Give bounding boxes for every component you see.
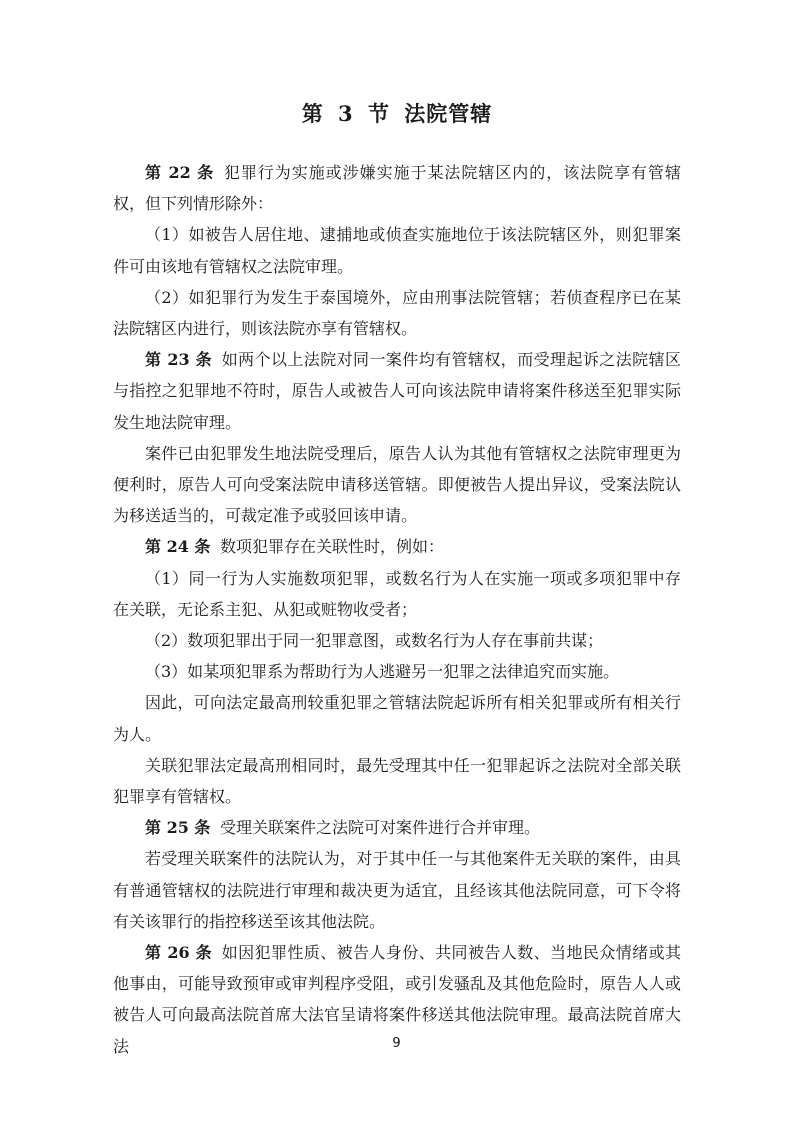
paragraph	[113, 843, 681, 937]
article-label: 第 26 条	[145, 943, 213, 963]
paragraph	[113, 656, 681, 687]
paragraph	[113, 563, 681, 625]
paragraph-text: （2）如犯罪行为发生于泰国境外，应由刑事法院管辖；若侦查程序已在某法院辖区内进行，则该法院亦享有管辖权。	[113, 287, 681, 339]
paragraph-text: 案件已由犯罪发生地法院受理后，原告人认为其他有管辖权之法院审理更为便利时，原告人可向受案法院申请移送管辖。即便被告人提出异议，受案法院认为移送适当的，可裁定准予或驳回该申请。	[113, 443, 681, 526]
paragraph	[113, 157, 681, 219]
paragraph	[113, 625, 681, 656]
paragraph-text: 如因犯罪性质、被告人身份、共同被告人数、当地民众情绪或其他事由，可能导致预审或审判程序受阻，或引发骚乱及其他危险时，原告人人或被告人可向最高法院首席大法官呈请将案件移送其他法院审理。最高法院首席大法	[113, 943, 681, 1056]
paragraph-text: 受理关联案件之法院可对案件进行合并审理。	[220, 818, 541, 838]
article-label: 第 23 条	[145, 350, 213, 370]
paragraph-text: 数项犯罪存在关联性时，例如：	[220, 537, 445, 557]
paragraph-text: （2）数项犯罪出于同一犯罪意图，或数名行为人存在事前共谋；	[145, 631, 604, 651]
paragraph-text: 关联犯罪法定最高刑相同时，最先受理其中任一犯罪起诉之法院对全部关联犯罪享有管辖权。	[113, 755, 681, 807]
paragraph-text: （1）如被告人居住地、逮捕地或侦查实施地位于该法院辖区外，则犯罪案件可由该地有管辖权之法院审理。	[113, 225, 681, 276]
paragraph	[113, 531, 681, 562]
paragraph	[113, 438, 681, 532]
paragraph-text: 因此，可向法定最高刑较重犯罪之管辖法院起诉所有相关犯罪或所有相关行为人。	[113, 693, 681, 744]
paragraph	[113, 282, 681, 344]
paragraph	[113, 219, 681, 281]
paragraph-text: 如两个以上法院对同一案件均有管辖权，而受理起诉之法院辖区与指控之犯罪地不符时，原告人或被告人可向该法院申请将案件移送至犯罪实际发生地法院审理。	[113, 350, 681, 432]
section-title: 第 3 节 法院管辖	[301, 101, 493, 126]
paragraph	[113, 812, 681, 843]
article-label: 第 24 条	[145, 537, 211, 557]
page-number: 9	[392, 1036, 401, 1051]
paragraph	[113, 750, 681, 812]
document-content	[113, 99, 681, 1062]
paragraph-text: 若受理关联案件的法院认为，对于其中任一与其他案件无关联的案件，由具有普通管辖权的法院进行审理和裁决更为适宜，且经该其他法院同意，可下令将有关该罪行的指控移送至该其他法院。	[113, 849, 681, 931]
article-label: 第 22 条	[145, 163, 215, 182]
paragraph-text: （3）如某项犯罪系为帮助行为人逃避另一犯罪之法律追究而实施。	[145, 662, 620, 682]
paragraph-list	[113, 157, 681, 1062]
paragraph-text: （1）同一行为人实施数项犯罪，或数名行为人在实施一项或多项犯罪中存在关联，无论系主犯、从犯或赃物收受者；	[113, 568, 681, 619]
paragraph-text: 犯罪行为实施或涉嫌实施于某法院辖区内的，该法院享有管辖权，但下列情形除外：	[113, 163, 681, 214]
paragraph	[113, 687, 681, 749]
paragraph	[113, 344, 681, 438]
article-label: 第 25 条	[145, 818, 211, 838]
